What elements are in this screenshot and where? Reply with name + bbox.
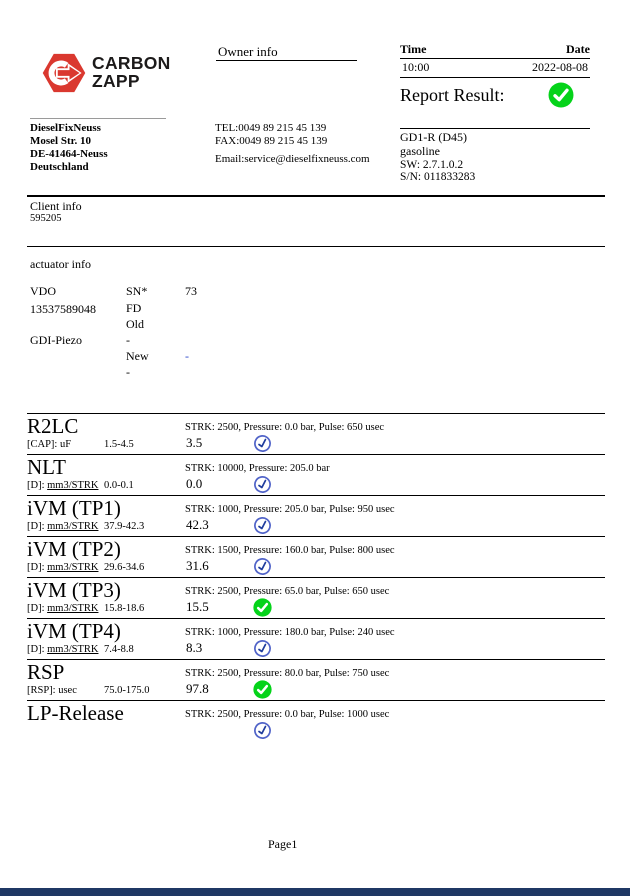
test-range: 15.8-18.6	[104, 603, 145, 614]
actuator-section-rule	[27, 246, 605, 247]
test-conditions: STRK: 1000, Pressure: 205.0 bar, Pulse: 950 usec	[185, 504, 395, 515]
test-result-check	[253, 434, 272, 453]
test-row	[27, 659, 605, 700]
test-param-prefix: [D]:	[27, 521, 48, 532]
actuator-new-label: New	[126, 349, 149, 363]
test-param-prefix: [D]:	[27, 603, 48, 614]
pass-check-green-icon	[253, 680, 272, 699]
owner-info-heading: Owner info	[218, 44, 278, 59]
actuator-old-value: -	[126, 333, 130, 347]
test-param-prefix: [D]:	[27, 480, 48, 491]
test-param-unit: mm3/STRK	[47, 603, 99, 614]
test-conditions: STRK: 2500, Pressure: 80.0 bar, Pulse: 750 usec	[185, 668, 390, 679]
test-value: 42.3	[186, 517, 209, 532]
test-param-prefix: [CAP]:	[27, 439, 60, 450]
test-param-prefix: [D]:	[27, 562, 48, 573]
test-result-check	[253, 639, 272, 658]
test-value: 3.5	[186, 435, 203, 450]
test-row	[27, 495, 605, 536]
actuator-old-label: Old	[126, 317, 144, 331]
test-name: NLT	[27, 455, 66, 479]
test-conditions: STRK: 2500, Pressure: 0.0 bar, Pulse: 1000 usec	[185, 709, 390, 720]
time-value: 10:00	[402, 60, 430, 74]
owner-fax: FAX:0049 89 215 45 139	[215, 135, 328, 147]
test-result-check	[253, 557, 272, 576]
owner-info-underline	[216, 60, 357, 61]
test-name: iVM (TP2)	[27, 537, 121, 561]
machine-fuel: gasoline	[400, 143, 440, 158]
test-param-label	[27, 439, 71, 450]
test-result-check	[253, 680, 272, 699]
report-result-label: Report Result:	[400, 85, 505, 105]
page-number: Page1	[268, 837, 298, 851]
test-name: R2LC	[27, 414, 79, 438]
actuator-new-value: -	[185, 349, 189, 363]
test-param-unit: mm3/STRK	[47, 644, 99, 655]
report-result-pass-icon	[548, 82, 574, 108]
date-value: 2022-08-08	[532, 60, 588, 74]
machine-topline	[400, 128, 590, 129]
address-topline	[30, 118, 166, 119]
actuator-tail-value: -	[126, 365, 130, 379]
test-row	[27, 618, 605, 659]
test-range: 37.9-42.3	[104, 521, 145, 532]
client-section-rule	[27, 195, 605, 197]
pass-check-blue-icon	[253, 475, 272, 494]
test-param-prefix: [D]:	[27, 644, 48, 655]
pass-check-blue-icon	[253, 639, 272, 658]
test-param-label	[27, 644, 98, 655]
machine-model: GD1-R (D45)	[400, 130, 467, 144]
owner-address	[30, 122, 108, 174]
test-param-unit: mm3/STRK	[47, 562, 99, 573]
owner-city: DE-41464-Neuss	[30, 148, 108, 160]
test-name: iVM (TP3)	[27, 578, 121, 602]
test-conditions: STRK: 2500, Pressure: 65.0 bar, Pulse: 650 usec	[185, 586, 390, 597]
owner-country: Deutschland	[30, 161, 89, 173]
test-value: 15.5	[186, 599, 209, 614]
date-label: Date	[566, 42, 590, 56]
test-conditions: STRK: 1000, Pressure: 180.0 bar, Pulse: 240 usec	[185, 627, 395, 638]
actuator-info-heading: actuator info	[30, 257, 91, 271]
test-conditions: STRK: 10000, Pressure: 205.0 bar	[185, 463, 330, 474]
test-range: 75.0-175.0	[104, 685, 150, 696]
pass-check-blue-icon	[253, 557, 272, 576]
machine-serial: S/N: 011833283	[400, 170, 476, 183]
client-info-heading: Client info	[30, 199, 82, 213]
test-param-label	[27, 562, 98, 573]
actuator-sn-label: SN*	[126, 284, 148, 298]
test-value: 0.0	[186, 476, 203, 491]
actuator-sn-value: 73	[185, 284, 197, 298]
test-result-check	[253, 598, 272, 617]
test-name: RSP	[27, 660, 65, 684]
machine-info	[400, 131, 475, 183]
owner-street: Mosel Str. 10	[30, 135, 92, 147]
test-row	[27, 700, 605, 741]
test-param-unit: uF	[59, 439, 72, 450]
test-param-prefix: [RSP]:	[27, 685, 59, 696]
test-range: 1.5-4.5	[104, 439, 134, 450]
test-row	[27, 413, 605, 454]
owner-contact	[215, 122, 370, 166]
logo-line1: CARBON	[92, 53, 171, 73]
footer-bar	[0, 888, 630, 896]
test-range: 29.6-34.6	[104, 562, 145, 573]
pass-check-blue-icon	[253, 721, 272, 740]
actuator-fd-label: FD	[126, 301, 142, 315]
test-param-label	[27, 603, 98, 614]
actuator-brand: VDO	[30, 284, 56, 298]
test-table	[27, 413, 605, 741]
pass-check-green-icon	[253, 598, 272, 617]
test-result-check	[253, 721, 272, 740]
carbonzapp-logo-icon	[42, 51, 86, 95]
test-param-unit: mm3/STRK	[47, 521, 99, 532]
test-range: 7.4-8.8	[104, 644, 134, 655]
owner-email: Email:service@dieselfixneuss.com	[215, 153, 370, 165]
test-value: 97.8	[186, 681, 209, 696]
test-param-label	[27, 685, 77, 696]
actuator-type: GDI-Piezo	[30, 333, 82, 347]
owner-tel: TEL:0049 89 215 45 139	[215, 122, 327, 134]
test-conditions: STRK: 1500, Pressure: 160.0 bar, Pulse: 800 usec	[185, 545, 395, 556]
logo-line2: ZAPP	[92, 70, 140, 91]
actuator-part-number: 13537589048	[30, 302, 96, 316]
actuator-grid	[30, 280, 330, 380]
test-name: LP-Release	[27, 701, 124, 725]
test-param-label	[27, 521, 98, 532]
machine-sw-version: SW: 2.7.1.0.2	[400, 159, 464, 171]
test-range: 0.0-0.1	[104, 480, 134, 491]
time-date-block	[400, 42, 590, 78]
test-result-check	[253, 475, 272, 494]
test-name: iVM (TP4)	[27, 619, 121, 643]
test-value: 8.3	[186, 640, 203, 655]
test-param-unit: usec	[58, 685, 77, 696]
logo-wordmark	[92, 55, 171, 90]
test-row	[27, 577, 605, 618]
test-row	[27, 454, 605, 495]
test-row	[27, 536, 605, 577]
pass-check-blue-icon	[253, 434, 272, 453]
test-name: iVM (TP1)	[27, 496, 121, 520]
test-param-unit: mm3/STRK	[47, 480, 99, 491]
test-value: 31.6	[186, 558, 209, 573]
pass-check-blue-icon	[253, 516, 272, 535]
test-param-label	[27, 480, 98, 491]
client-number: 595205	[30, 213, 62, 224]
time-label: Time	[400, 42, 427, 56]
owner-name: DieselFixNeuss	[30, 122, 101, 134]
test-conditions: STRK: 2500, Pressure: 0.0 bar, Pulse: 650 usec	[185, 422, 385, 433]
test-result-check	[253, 516, 272, 535]
